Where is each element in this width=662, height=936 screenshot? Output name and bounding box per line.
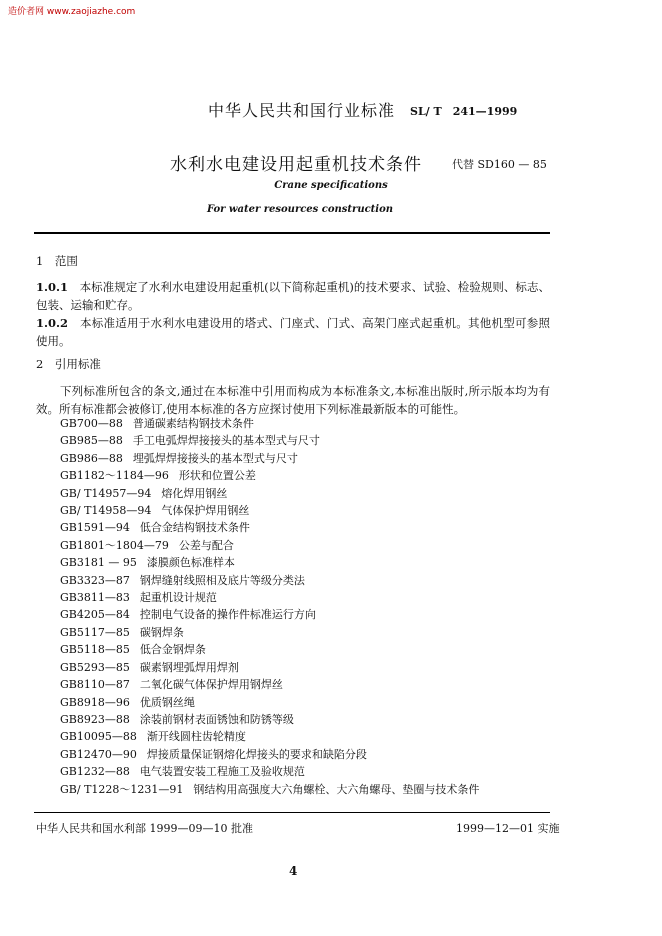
standard-item: [60, 432, 560, 449]
standard-item: [60, 624, 560, 641]
standard-title: 熔化焊用钢丝: [161, 486, 228, 500]
standard-item: [60, 485, 560, 502]
clause-1-0-1: [36, 278, 550, 314]
standard-code: GB5117—85: [60, 625, 130, 639]
standard-title: 普通碳素结构钢技术条件: [132, 417, 254, 430]
standard-item: [60, 450, 560, 467]
bottom-divider: [34, 812, 550, 813]
standard-title: 碳钢焊条: [139, 625, 184, 639]
standard-item: [60, 781, 560, 798]
section-1-heading: [36, 252, 550, 270]
standard-item: [60, 746, 560, 763]
approval-note: 中华人民共和国水利部 1999—09—10 批准: [36, 822, 253, 835]
standard-item: [60, 572, 560, 589]
standard-title: 起重机设计规范: [139, 591, 217, 605]
clause-1-0-2: [36, 314, 550, 350]
standard-code: GB5293—85: [60, 660, 130, 674]
english-title-line-2: For water resources construction: [206, 204, 394, 215]
standard-code: GB3181 — 95: [60, 556, 137, 570]
standard-item: [60, 554, 560, 571]
watermark: 造价者网 www.zaojiazhe.com: [8, 7, 136, 17]
standard-title: 手工电弧焊焊接接头的基本型式与尺寸: [132, 434, 320, 448]
top-divider: [34, 232, 550, 234]
section-2-heading: [36, 355, 550, 373]
standard-title: 涂装前钢材表面锈蚀和防锈等级: [139, 712, 294, 726]
standard-item: [60, 694, 560, 711]
standard-title: 埋弧焊焊接接头的基本型式与尺寸: [132, 451, 298, 465]
standard-title: 控制电气设备的操作件标准运行方向: [139, 608, 316, 622]
document-title: 水利水电建设用起重机技术条件: [170, 155, 422, 175]
section-heading: 1 范围: [36, 254, 78, 268]
standard-code: GB8918—96: [60, 695, 130, 709]
clause-text: 本标准规定了水利水电建设用起重机(以下简称起重机)的技术要求、试验、检验规则、标志、包装、运输和贮存。: [36, 280, 550, 312]
standard-title: 渐开线圆柱齿轮精度: [146, 730, 246, 744]
standard-code: GB986—88: [60, 451, 123, 465]
effective-date: 1999—12—01 实施: [456, 822, 560, 835]
standard-title: 形状和位置公差: [178, 469, 256, 483]
standard-title: 钢焊缝射线照相及底片等级分类法: [139, 573, 305, 587]
standard-code: GB700—88: [60, 417, 123, 430]
standard-title: 低合金钢焊条: [139, 643, 206, 657]
standard-code: GB8923—88: [60, 712, 130, 726]
standard-code: GB10095—88: [60, 730, 137, 744]
standard-code: GB1232—88: [60, 765, 130, 779]
standard-title: 电气装置安装工程施工及验收规范: [139, 765, 305, 779]
clause-number: 1.0.2: [36, 316, 69, 330]
standard-code: GB12470—90: [60, 747, 137, 761]
standard-title: 焊接质量保证钢熔化焊接头的要求和缺陷分段: [146, 747, 367, 761]
standard-code: GB8110—87: [60, 678, 130, 692]
standard-title: 低合金结构钢技术条件: [139, 521, 250, 535]
standard-item: [60, 659, 560, 676]
referenced-standards-list: [60, 415, 560, 798]
standard-item: [60, 676, 560, 693]
clause-text: 本标准适用于水利水电建设用的塔式、门座式、门式、高架门座式起重机。其他机型可参照使用。: [36, 316, 550, 348]
standard-item: [60, 641, 560, 658]
clause-number: 1.0.1: [36, 280, 69, 294]
standard-code: GB4205—84: [60, 608, 130, 622]
standard-code: SL/ T 241—1999: [410, 105, 518, 118]
section-heading: 2 引用标准: [36, 357, 101, 371]
standard-code: GB5118—85: [60, 643, 130, 657]
standard-code: GB3811—83: [60, 591, 130, 605]
standard-item: [60, 728, 560, 745]
standard-item: [60, 519, 560, 536]
standard-title: 漆膜颜色标准样本: [146, 556, 235, 570]
standard-code: GB/ T1228～1231—91: [60, 782, 184, 796]
standard-title: 钢结构用高强度大六角螺栓、大六角螺母、垫圈与技术条件: [193, 782, 480, 796]
standard-code: GB1591—94: [60, 521, 130, 535]
english-title-line-1: Crane specifications: [274, 180, 388, 191]
intro-paragraph: 下列标准所包含的条文,通过在本标准中引用而构成为本标准条文,本标准出版时,所示版本均为有效。所有标准都会被修订,使用本标准的各方应探讨使用下列标准最新版本的可能性。: [36, 384, 550, 416]
standard-title: 二氧化碳气体保护焊用钢焊丝: [139, 678, 283, 692]
standard-item: [60, 502, 560, 519]
standard-title: 碳素钢埋弧焊用焊剂: [139, 660, 239, 674]
standard-code: GB3323—87: [60, 573, 130, 587]
standard-item: [60, 763, 560, 780]
standard-item: [60, 711, 560, 728]
standard-title: 气体保护焊用钢丝: [161, 504, 250, 518]
standard-title: 公差与配合: [178, 538, 234, 552]
standard-code: GB/ T14957—94: [60, 486, 152, 500]
standard-item: [60, 537, 560, 554]
standard-item: [60, 415, 560, 432]
standard-title: 优质钢丝绳: [139, 695, 195, 709]
section-1-clauses: [36, 278, 550, 350]
standard-code: GB985—88: [60, 434, 123, 448]
page-number: 4: [289, 864, 298, 878]
standard-code: GB1801～1804—79: [60, 538, 169, 552]
section-2-intro: [36, 382, 550, 418]
standard-title: 中华人民共和国行业标准: [208, 101, 396, 120]
standard-code: GB1182～1184—96: [60, 469, 169, 483]
replaces-note: 代替 SD160 — 85: [452, 158, 547, 171]
standard-item: [60, 606, 560, 623]
standard-code: GB/ T14958—94: [60, 504, 152, 518]
standard-item: [60, 589, 560, 606]
standard-item: [60, 467, 560, 484]
